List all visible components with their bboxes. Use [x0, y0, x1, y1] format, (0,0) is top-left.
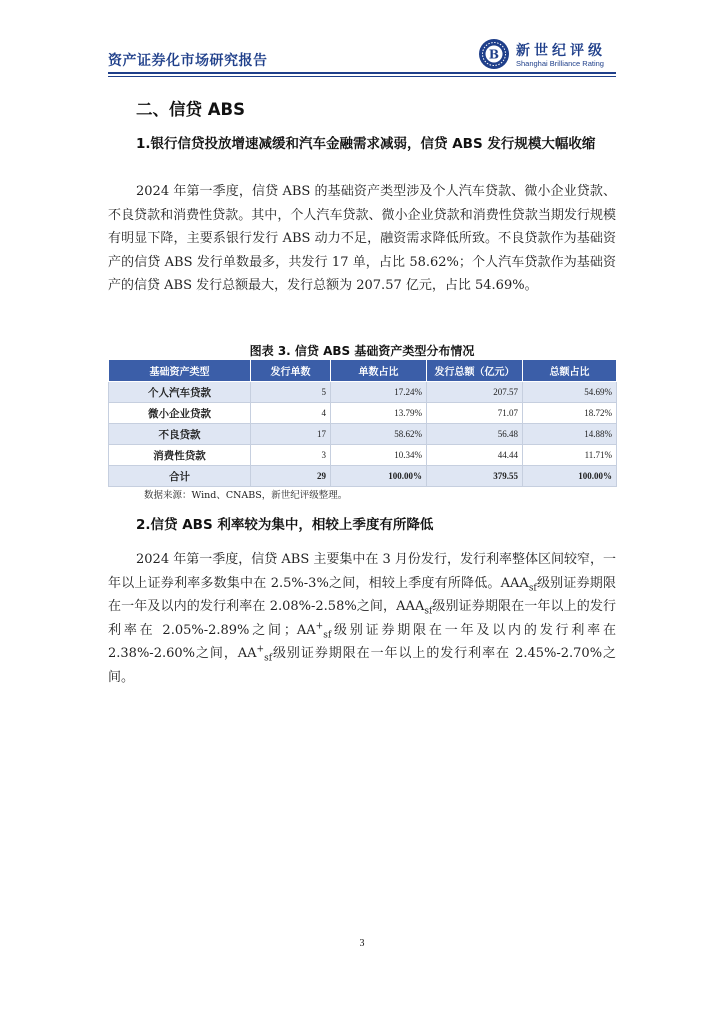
table-header-row	[109, 360, 617, 382]
subsection-1-title: 1.银行信贷投放增速减缓和汽车金融需求减弱，信贷 ABS 发行规模大幅收缩	[136, 136, 596, 152]
subsection-2-title: 2.信贷 ABS 利率较为集中，相较上季度有所降低	[136, 517, 434, 533]
table-cell: 11.71%	[523, 445, 617, 466]
table-header-cell: 基础资产类型	[109, 360, 251, 382]
table-cell: 100.00%	[331, 466, 427, 487]
table-total-row	[109, 466, 617, 487]
paragraph-text: 级别证券期限在一年及以内的发行利率在 2.38%-2.60%之间，	[108, 622, 616, 661]
paragraph-text: 级别证券期限在一年以上的发行利率在 2.05%-2.89%之间；	[108, 599, 616, 638]
rating-plus-superscript: +	[315, 621, 324, 632]
rating-aa: AA	[237, 646, 257, 661]
subsection-1-paragraph: 2024 年第一季度，信贷 ABS 的基础资产类型涉及个人汽车贷款、微小企业贷款、不良贷款和消费性贷款。其中，个人汽车贷款、微小企业贷款和消费性贷款当期发行规模有明显下降，主要系银行发行 ABS 动力不足，融资需求降低所致。不良贷款作为基础资产的信贷 ABS 发行单数最多，共发行 17 单，占比 58.62%；个人汽车贷款作为基础资产的信贷 ABS 发行总额最大，发行总额为 207.57 亿元，占比 54.69%。	[108, 184, 616, 293]
table-row	[109, 424, 617, 445]
report-header-title: 资产证券化市场研究报告	[108, 53, 268, 69]
rating-aaa: AAA	[500, 575, 529, 591]
brand-name-en: Shanghai Brilliance Rating	[516, 59, 604, 68]
table-cell: 29	[251, 466, 331, 487]
table-header-cell: 总额占比	[523, 360, 617, 382]
header-divider-thin	[108, 76, 616, 77]
asset-type-table	[108, 359, 617, 487]
table-cell: 不良贷款	[109, 424, 251, 445]
table-cell: 微小企业贷款	[109, 403, 251, 424]
paragraph-text: 2024 年第一季度，信贷 ABS 主要集中在 3 月份发行，发行利率整体区间较窄，一年以上证券利率多数集中在 2.5%-3%之间，相较上季度有所降低。	[108, 552, 616, 591]
table-row	[109, 382, 617, 403]
rating-sf-subscript: sf	[528, 583, 537, 594]
table-caption: 图表 3. 信贷 ABS 基础资产类型分布情况	[249, 344, 475, 358]
table-cell: 71.07	[427, 403, 523, 424]
rating-aaa: AAA	[396, 599, 425, 614]
table-cell: 18.72%	[523, 403, 617, 424]
rating-plus-superscript: +	[256, 644, 265, 655]
rating-sf-subscript: sf	[424, 606, 433, 617]
table-header-cell: 发行单数	[251, 360, 331, 382]
header-divider	[108, 72, 616, 74]
table-cell: 100.00%	[523, 466, 617, 487]
table-source-note: 数据来源：Wind、CNABS，新世纪评级整理。	[144, 490, 348, 501]
brand-name-cn: 新世纪评级	[516, 43, 606, 59]
table-cell: 3	[251, 445, 331, 466]
table-cell: 17.24%	[331, 382, 427, 403]
table-header-cell: 发行总额（亿元）	[427, 360, 523, 382]
table-cell: 个人汽车贷款	[109, 382, 251, 403]
page-number: 3	[359, 938, 365, 949]
table-cell: 10.34%	[331, 445, 427, 466]
table-cell: 17	[251, 424, 331, 445]
logo-mark: B	[488, 47, 500, 62]
table-cell: 207.57	[427, 382, 523, 403]
paragraph-text: 级别证券期限在一年及以内的发行利率在 2.08%-2.58%之间，	[108, 575, 616, 614]
table-cell: 4	[251, 403, 331, 424]
table-cell: 合计	[109, 466, 251, 487]
rating-sf-subscript: sf	[323, 630, 332, 641]
table-cell: 14.88%	[523, 424, 617, 445]
table-cell: 44.44	[427, 445, 523, 466]
table-cell: 5	[251, 382, 331, 403]
rating-sf-subscript: sf	[264, 653, 273, 664]
table-cell: 消费性贷款	[109, 445, 251, 466]
table-header-cell: 单数占比	[331, 360, 427, 382]
table-cell: 56.48	[427, 424, 523, 445]
brand-logo-icon	[478, 38, 510, 70]
table-cell: 54.69%	[523, 382, 617, 403]
section-title: 二、信贷 ABS	[136, 100, 245, 119]
table-row	[109, 445, 617, 466]
table-cell: 58.62%	[331, 424, 427, 445]
subsection-2-paragraph	[108, 548, 616, 689]
table-row	[109, 403, 617, 424]
rating-aa: AA	[296, 622, 316, 638]
table-cell: 379.55	[427, 466, 523, 487]
paragraph-text: 级别证券期限在一年以上的发行利率在 2.45%-2.70%之间。	[108, 646, 616, 685]
table-cell: 13.79%	[331, 403, 427, 424]
